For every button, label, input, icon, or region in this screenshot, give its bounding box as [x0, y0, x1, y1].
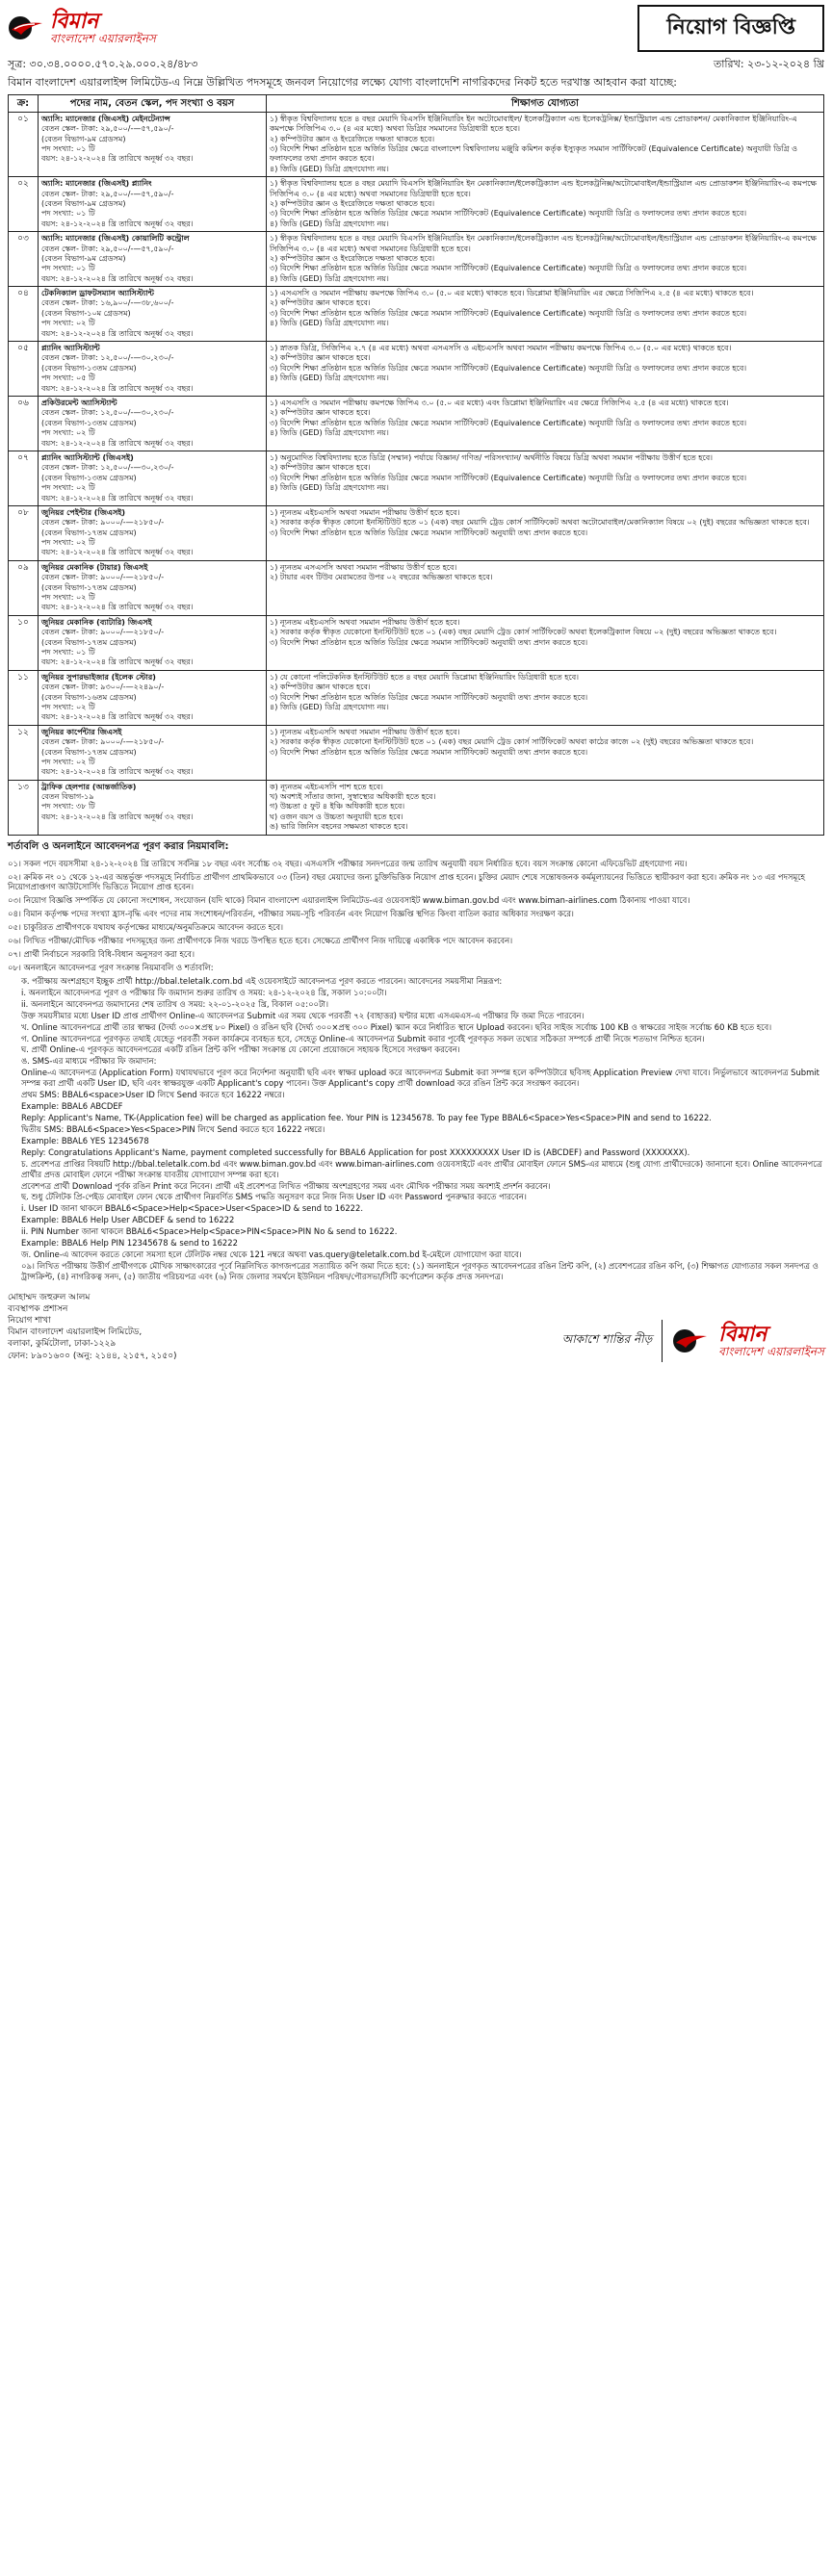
- post-detail-line: বয়স: ২৪-১২-২০২৪ খ্রি তারিখে অনূর্ধ্ব ৩২ বছর।: [41, 383, 194, 393]
- post-detail-line: পদ সংখ্যা: ০২ টি: [41, 319, 95, 328]
- education-line: ১) স্বীকৃত বিশ্ববিদ্যালয় হতে ৪ বছর মেয়াদি বিএসসি ইঞ্জিনিয়ারিং ইন অটোমোবাইল/ ইলেকট্রিক্যাল এন্ড ইলেকট্রনিক্স/ ইন্ডাস্ট্রিয়াল এন্ড প্রোডাকশন/ মেকানিক্যাল ইঞ্জিনিয়ারিং-এ কমপক্ষে সিজিপিএ ৩.০ (৪ এর মধ্যে) অথবা ডিগ্রির সমমানের ডিগ্রিধারী হতে হবে।: [270, 114, 797, 134]
- rule-item: ০৬। লিখিত পরীক্ষা/মৌখিক পরীক্ষার পদসমূহের জন্য প্রার্থীগণকে নিজ খরচে উপস্থিত হতে হবে। সেক্ষেত্রে প্রার্থীগণ নিজ দায়িত্বে একাধিক পদে আবেদন করবেন।: [8, 936, 513, 946]
- post-detail-line: বয়স: ২৪-১২-২০২৪ খ্রি তারিখে অনূর্ধ্ব ৩২ বছর।: [41, 603, 194, 612]
- instruction-line: উক্ত সময়সীমার মধ্যে User ID প্রাপ্ত প্রার্থীগণ Online-এ আবেদনপত্র Submit এর সময় থেকে পরবর্তী ৭২ (বাহাত্তর) ঘণ্টার মধ্যে এসএমএস-এ পরীক্ষার ফি জমা দিতে পারবেন।: [21, 1010, 585, 1020]
- row-post-details: [39, 505, 267, 560]
- post-detail-line: (বেতন বিভাগ-১৭তম গ্রেডসম): [41, 582, 137, 592]
- post-detail-line: পদ সংখ্যা: ০১ টি: [41, 647, 95, 657]
- education-line: ২) টায়ার এবং টিউব মেরামতের উপর ০২ বছরের অভিজ্ঞতা থাকতে হবে।: [270, 573, 493, 582]
- table-row: [9, 342, 824, 397]
- education-line: ১) স্বীকৃত বিশ্ববিদ্যালয় হতে ৪ বছর মেয়াদি বিএসসি ইঞ্জিনিয়ারিং ইন মেকানিক্যাল/ইলেকট্রিক্যাল এন্ড ইলেকট্রনিক্স/অটোমোবাইল/ইন্ডাস্ট্রিয়াল এন্ড প্রোডাকশন ইঞ্জিনিয়ারিং-এ কমপক্ষে সিজিপিএ ৩.০ (৪ এর মধ্যে) অথবা সমমানের ডিগ্রিধারী হতে হবে।: [270, 179, 817, 198]
- posts-table: [8, 94, 824, 836]
- table-row: [9, 112, 824, 176]
- rule-item: ০৫। চাকুরিরত প্রার্থীগণকে যথাযথ কর্তৃপক্ষের মাধ্যমে/অনুমতিক্রমে আবেদন করতে হবে।: [8, 922, 284, 933]
- education-line: ৩) বিদেশি শিক্ষা প্রতিষ্ঠান হতে অর্জিত ডিগ্রির ক্ষেত্রে বাংলাদেশ বিশ্ববিদ্যালয় মঞ্জুরি কমিশন কর্তৃক ইস্যুকৃত সমমান সার্টিফিকেট (Equivalence Certificate) অনুযায়ী ডিগ্রি ও ফলাফলের তথ্য প্রদান করতে হবে।: [270, 144, 798, 164]
- education-line: ৩) বিদেশি শিক্ষা প্রতিষ্ঠান হতে অর্জিত ডিগ্রির ক্ষেত্রে সমমান সার্টিফিকেট (Equivalence Certificate) অনুযায়ী ডিগ্রি ও ফলাফলের তথ্য প্রদান করতে হবে।: [270, 264, 747, 273]
- instruction-line: দ্বিতীয় SMS: BBAL6<Space>Yes<Space>PIN লিখে Send করতে হবে 16222 নম্বরে।: [21, 1123, 325, 1134]
- post-name: ট্রাফিক হেলপার (আন্তর্জাতিক): [41, 782, 137, 791]
- education-line: ১) স্বীকৃত বিশ্ববিদ্যালয় হতে ৪ বছর মেয়াদি বিএসসি ইঞ্জিনিয়ারিং ইন মেকানিক্যাল/ইলেকট্রিক্যাল এন্ড ইলেকট্রনিক্স/অটোমোবাইল/ইন্ডাস্ট্রিয়াল এন্ড প্রোডাকশন ইঞ্জিনিয়ারিং-এ কমপক্ষে সিজিপিএ ৩.০ (৪ এর মধ্যে) অথবা সমমানের ডিগ্রিধারী হতে হবে।: [270, 234, 817, 253]
- row-post-details: [39, 451, 267, 505]
- education-line: ৩) বিদেশি শিক্ষা প্রতিষ্ঠান হতে অর্জিত ডিগ্রির ক্ষেত্রে সমমান সার্টিফিকেট (Equivalence Certificate) অনুযায়ী ডিগ্রি ও ফলাফলের তথ্য প্রদান করতে হবে।: [270, 308, 747, 318]
- row-post-details: [39, 397, 267, 451]
- post-detail-line: পদ সংখ্যা: ০১ টি: [41, 144, 95, 154]
- rule-item: ০৭। প্রার্থী নির্বাচনে সরকারি বিধি-বিধান অনুসরণ করা হবে।: [8, 949, 195, 960]
- row-serial: ১১: [9, 670, 39, 725]
- post-detail-line: বয়স: ২৪-১২-২০২৪ খ্রি তারিখে অনূর্ধ্ব ৩২ বছর।: [41, 154, 194, 164]
- instruction-line: জ. Online-এ আবেদন করতে কোনো সমস্যা হলে টেলিটক নম্বর থেকে 121 নম্বরে অথবা vas.query@teletalk.com.bd ই-মেইলে যোগাযোগ করা যাবে।: [21, 1249, 522, 1260]
- row-education: [267, 560, 824, 615]
- post-name: অ্যাসি: ম্যানেজার (জিএসই) প্ল্যানিং: [41, 179, 152, 189]
- post-detail-line: বেতন স্কেল- টাকা: ৯০০০/-—২১৮৫০/-: [41, 737, 165, 747]
- post-detail-line: (বেতন বিভাগ-৯ম গ্রেডসম): [41, 134, 126, 143]
- signature-line: ফোন: ৮৯০১৬০০ (অনু: ২১৪৪, ২১৫৭, ২১৫০): [8, 1351, 177, 1361]
- table-row: [9, 615, 824, 670]
- post-detail-line: পদ সংখ্যা: ০১ টি: [41, 209, 95, 219]
- circular-header: [8, 6, 824, 50]
- row-serial: ১৩: [9, 780, 39, 835]
- table-header-row: [9, 94, 824, 112]
- post-detail-line: (বেতন বিভাগ-১৭তম গ্রেডসম): [41, 528, 137, 537]
- post-detail-line: বয়স: ২৪-১২-২০২৪ খ্রি তারিখে অনূর্ধ্ব ৩২ বছর।: [41, 219, 194, 228]
- education-line: ৪) জিডি (GED) ডিগ্রি গ্রহণযোগ্য নয়।: [270, 483, 389, 493]
- education-line: গ) উচ্চতা ৫ ফুট ৪ ইঞ্চি অধিকারী হতে হবে।: [270, 802, 405, 811]
- instruction-line: ii. PIN Number জানা থাকলে BBAL6<Space>Help<Space>PIN<Space>PIN No & send to 16222.: [21, 1226, 398, 1237]
- education-line: ১) এসএসসি ও সমমান পরীক্ষায় কমপক্ষে জিপিএ ৩.০ (৫.০ এর মধ্যে) থাকতে হবে। ডিপ্লোমা ইঞ্জিনিয়ারিং এর ক্ষেত্রে সিজিপিএ ২.৫ (৪ এর মধ্যে) থাকতে হবে।: [270, 289, 754, 298]
- rule-item: ০২। ক্রমিক নং ০১ থেকে ১২-এর অন্তর্ভুক্ত পদসমূহে নির্বাচিত প্রার্থীগণ প্রাথমিকভাবে ০৩ (তিন) বছর মেয়াদের জন্য চুক্তিভিত্তিক নিয়োগ প্রাপ্ত হবেন। চুক্তির মেয়াদ শেষে সন্তোষজনক কর্মমূল্যায়নের ভিত্তিতে স্থায়ীকরণ করা হবে। ক্রমিক নং ১৩ এর পদসমূহে নিয়োগপ্রাপ্তগণ আউটসোর্সিং ভিত্তিতে নিয়োগ প্রাপ্ত হবেন।: [8, 871, 805, 892]
- post-detail-line: বয়স: ২৪-১২-২০২৪ খ্রি তারিখে অনূর্ধ্ব ৩২ বছর।: [41, 657, 194, 667]
- reference-row: [8, 56, 824, 74]
- footer-logo-title: বিমান: [718, 1322, 767, 1347]
- post-detail-line: বয়স: ২৪-১২-২০২৪ খ্রি তারিখে অনূর্ধ্ব ৩২ বছর।: [41, 438, 194, 448]
- post-detail-line: বেতন স্কেল- টাকা: ৯০০০/-—২১৮৫০/-: [41, 628, 165, 637]
- post-name: জুনিয়র কার্পেন্টার জিএসই: [41, 727, 122, 736]
- row-education: [267, 670, 824, 725]
- post-detail-line: বয়স: ২৪-১২-২০২৪ খ্রি তারিখে অনূর্ধ্ব ৩২ বছর।: [41, 273, 194, 283]
- memo-reference: সূত্র: ৩০.৩৪.০০০০.৫৭০.২৯.০০০.২৪/৪৮৩: [8, 58, 198, 70]
- rule-item: ০১। সকল পদে বয়সসীমা ২৪-১২-২০২৪ খ্রি তারিখে সর্বনিম্ন ১৮ বছর এবং সর্বোচ্চ ৩২ বছর। এসএসসি পরীক্ষার সনদপত্রের জন্ম তারিখ অনুযায়ী বয়স নির্ধারিত হবে। বয়স সংক্রান্ত কোনো এফিডেভিট গ্রহণযোগ্য নয়।: [8, 858, 688, 868]
- post-detail-line: বয়স: ২৪-১২-২০২৪ খ্রি তারিখে অনূর্ধ্ব ৩২ বছর।: [41, 767, 194, 777]
- footer-brand: [562, 1320, 824, 1362]
- row-education: [267, 397, 824, 451]
- bird-emblem-icon: [672, 1328, 709, 1353]
- intro-paragraph: বিমান বাংলাদেশ এয়ারলাইন্স লিমিটেড-এ নিম্নে উল্লিখিত পদসমূহে জনবল নিয়োগের লক্ষ্যে যোগ্য বাংলাদেশি নাগরিকদের নিকট হতে দরখাস্ত আহবান করা যাচ্ছে:: [8, 76, 677, 89]
- instruction-line: প্রথম SMS: BBAL6<space>User ID লিখে Send করতে হবে 16222 নম্বরে।: [21, 1090, 285, 1100]
- education-line: ১) ন্যূনতম এইচএসসি অথবা সমমান পরীক্ষায় উত্তীর্ণ হতে হবে।: [270, 727, 460, 736]
- instruction-line: i. User ID জানা থাকলে BBAL6<Space>Help<Space>User<Space>ID & send to 16222.: [21, 1203, 363, 1214]
- notice-title: নিয়োগ বিজ্ঞপ্তি: [637, 5, 824, 52]
- education-line: ১) স্নাতক ডিগ্রি, সিজিপিএ ২.৭ (৪ এর মধ্যে) অথবা এসএসসি ও এইচএসসি অথবা সমমান পরীক্ষায় কমপক্ষে জিপিএ ৩.০ (৫.০ এর মধ্যে) থাকতে হবে।: [270, 344, 732, 353]
- education-line: ক) ন্যূনতম এইচএসসি পাশ হতে হবে।: [270, 782, 383, 791]
- education-line: ১) ন্যূনতম এসএসসি অথবা সমমান পরীক্ষায় উত্তীর্ণ হতে হবে।: [270, 562, 457, 572]
- post-detail-line: পদ সংখ্যা: ০২ টি: [41, 538, 95, 548]
- row-post-details: [39, 342, 267, 397]
- row-education: [267, 232, 824, 287]
- post-detail-line: বয়স: ২৪-১২-২০২৪ খ্রি তারিখে অনূর্ধ্ব ৩২ বছর।: [41, 548, 194, 557]
- post-name: অ্যাসি: ম্যানেজার (জিএসই) মেইনটেন্যান্স: [41, 114, 170, 123]
- education-line: ২) কম্পিউটার জ্ঞান থাকতে হবে।: [270, 408, 371, 418]
- post-name: জুনিয়র মেকানিক (ব্যাটারি) জিএসই: [41, 617, 152, 627]
- divider-line: [662, 1320, 663, 1362]
- logo-subtitle: বাংলাদেশ এয়ারলাইনস: [50, 32, 156, 45]
- post-detail-line: বেতন স্কেল- টাকা: ২৯,৫০০/-—৫৭,৫৯০/-: [41, 124, 174, 134]
- education-line: ৩) বিদেশি শিক্ষা প্রতিষ্ঠান হতে অর্জিত ডিগ্রির ক্ষেত্রে সমমান সার্টিফিকেট অনুযায়ী তথ্য প্রদান করতে হবে।: [270, 637, 588, 647]
- education-line: খ) অবশ্যই সাঁতার জানা, সুস্বাস্থ্যের অধিকারী হতে হবে।: [270, 792, 436, 802]
- row-education: [267, 451, 824, 505]
- table-row: [9, 780, 824, 835]
- table-row: [9, 287, 824, 342]
- biman-logo: [8, 12, 156, 44]
- post-detail-line: বেতন স্কেল- টাকা: ১২,৫০০/-—৩০,২৩০/-: [41, 353, 174, 363]
- instruction-line: Example: BBAL6 Help User ABCDEF & send to 16222: [21, 1215, 235, 1225]
- instruction-line: খ. Online আবেদনপত্রে প্রার্থী তার স্বাক্ষর (দৈর্ঘ্য ৩০০×প্রস্থ ৮০ Pixel) ও রঙিন ছবি (দৈর্ঘ্য ৩০০×প্রস্থ ৩০০ Pixel) স্ক্যান করে নির্ধারিত স্থানে Upload করবেন। ছবির সাইজ সর্বোচ্চ 100 KB ও স্বাক্ষরের সাইজ সর্বোচ্চ 60 KB হতে হবে।: [21, 1021, 772, 1032]
- col-education: শিক্ষাগত যোগ্যতা: [267, 94, 824, 112]
- instruction-line: ঙ. SMS-এর মাধ্যমে পরীক্ষার ফি জমাদান:: [21, 1056, 157, 1067]
- post-name: অ্যাসি: ম্যানেজার (জিএসই) কোয়ালিটি কন্ট্রোল: [41, 234, 190, 244]
- post-detail-line: (বেতন বিভাগ-১৩তম গ্রেডসম): [41, 473, 137, 482]
- job-circular-page: [8, 6, 824, 1362]
- post-detail-line: (বেতন বিভাগ-১৭তম গ্রেডসম): [41, 747, 137, 757]
- education-line: ৪) জিডি (GED) ডিগ্রি গ্রহণযোগ্য নয়।: [270, 273, 389, 283]
- rules-list: [8, 859, 824, 973]
- post-detail-line: বয়স: ২৪-১২-২০২৪ খ্রি তারিখে অনূর্ধ্ব ৩২ বছর।: [41, 328, 194, 338]
- education-line: ১) অনুমোদিত বিশ্ববিদ্যালয় হতে ডিগ্রি (সম্মান) পর্যায়ে বিজ্ঞান/ গণিত/ পরিসংখ্যান/ অর্থনীতি বিষয়ে ডিগ্রি অথবা সমমান পরীক্ষায় উত্তীর্ণ হতে হবে।: [270, 452, 714, 462]
- post-name: প্ল্যানিং অ্যাসিস্ট্যান্ট: [41, 344, 100, 353]
- instruction-line: ক. পরীক্ষায় অংশগ্রহণে ইচ্ছুক প্রার্থী http://bbal.teletalk.com.bd এই ওয়েবসাইটে আবেদনপত্র পূরণ করতে পারবেন। আবেদনের সময়সীমা নিম্নরূপ:: [21, 975, 503, 986]
- signature-block: [8, 1292, 177, 1362]
- row-post-details: [39, 560, 267, 615]
- education-line: ২) কম্পিউটার জ্ঞান থাকতে হবে।: [270, 683, 371, 692]
- post-detail-line: (বেতন বিভাগ-৯ম গ্রেডসম): [41, 253, 126, 263]
- post-name: টেকনিক্যাল ড্রাফটসম্যান অ্যাসিস্ট্যান্ট: [41, 289, 154, 298]
- education-line: ৩) বিদেশি শিক্ষা প্রতিষ্ঠান হতে অর্জিত ডিগ্রির ক্ষেত্রে সমমান সার্টিফিকেট (Equivalence Certificate) অনুযায়ী ডিগ্রি ও ফলাফলের তথ্য প্রদান করতে হবে।: [270, 209, 747, 219]
- instruction-line: ছ. শুধু টেলিটক প্রি-পেইড মোবাইল ফোন থেকে প্রার্থীগণ নিম্নবর্ণিত SMS পদ্ধতি অনুসরণ করে নিজ নিজ User ID এবং Password পুনরুদ্ধার করতে পারবেন।: [21, 1192, 527, 1202]
- instruction-line: ঘ. প্রার্থী Online-এ পূরণকৃত আবেদনপত্রের একটি রঙিন প্রিন্ট কপি পরীক্ষা সংক্রান্ত যে কোনো প্রয়োজনে সহায়ক হিসেবে সংরক্ষণ করবেন।: [21, 1044, 460, 1055]
- post-detail-line: বয়স: ২৪-১২-২০২৪ খ্রি তারিখে অনূর্ধ্ব ৩২ বছর।: [41, 811, 194, 821]
- post-detail-line: (বেতন বিভাগ-১৩তম গ্রেডসম): [41, 363, 137, 373]
- online-instructions: [21, 976, 824, 1282]
- table-body: [9, 112, 824, 835]
- row-serial: ১২: [9, 725, 39, 780]
- table-row: [9, 451, 824, 505]
- row-post-details: [39, 725, 267, 780]
- instruction-line: Online-এ আবেদনপত্র (Application Form) যথাযথভাবে পূরণ করে নির্দেশনা অনুযায়ী ছবি এবং স্বাক্ষর upload করে আবেদনপত্র Submit করা সম্পন্ন হলে কম্পিউটারে ছবিসহ Application Preview দেখা যাবে। নির্ভুলভাবে আবেদনপত্র Submit সম্পন্ন করা প্রার্থী একটি User ID, ছবি এবং স্বাক্ষরযুক্ত একটি Applicant's copy পাবেন। উক্ত Applicant's copy প্রার্থী download করে রঙিন প্রিন্ট করে সংরক্ষণ করবেন।: [21, 1068, 819, 1089]
- post-detail-line: বেতন স্কেল- টাকা: ৯০০০/-—২১৮৫০/-: [41, 518, 165, 528]
- row-post-details: [39, 670, 267, 725]
- row-serial: ০৩: [9, 232, 39, 287]
- table-row: [9, 725, 824, 780]
- instruction-line: Example: BBAL6 YES 12345678: [21, 1135, 149, 1146]
- table-row: [9, 560, 824, 615]
- footer-logo-subtitle: বাংলাদেশ এয়ারলাইনস: [718, 1344, 824, 1358]
- education-line: ২) কম্পিউটার জ্ঞান ও ইংরেজিতে দক্ষতা থাকতে হবে।: [270, 253, 435, 263]
- education-line: ৪) জিডি (GED) ডিগ্রি গ্রহণযোগ্য নয়।: [270, 319, 389, 328]
- education-line: ৩) বিদেশি শিক্ষা প্রতিষ্ঠান হতে অর্জিত ডিগ্রির ক্ষেত্রে সমমান সার্টিফিকেট অনুযায়ী তথ্য প্রদান করতে হবে।: [270, 692, 588, 702]
- post-detail-line: (বেতন বিভাগ-১০ম গ্রেডসম): [41, 308, 131, 318]
- notice-date: তারিখ: ২৩-১২-২০২৪ খ্রি: [713, 58, 824, 70]
- row-serial: ০৮: [9, 505, 39, 560]
- education-line: ২) সরকার কর্তৃক স্বীকৃত যেকোনো ইনস্টিটিউট হতে ০১ (এক) বছর মেয়াদি ট্রেড কোর্স সার্টিফিকেট অথবা কাঠের কাজে ০২ (দুই) বছরের অভিজ্ঞতা থাকতে হবে।: [270, 737, 754, 747]
- table-row: [9, 397, 824, 451]
- post-name: জুনিয়র মেকানিক (টায়ার) জিএসই: [41, 562, 148, 572]
- row-post-details: [39, 780, 267, 835]
- circular-footer: [8, 1292, 824, 1362]
- post-detail-line: বেতন স্কেল- টাকা: ১২,৫০০/-—৩০,২৩০/-: [41, 463, 174, 473]
- col-serial: ক্র:: [9, 94, 39, 112]
- instruction-line: ii. অনলাইনে আবেদনপত্র জমাদানের শেষ তারিখ ও সময়: ২২-০১-২০২৫ খ্রি, বিকাল ০৫:০০টা।: [21, 998, 328, 1009]
- table-row: [9, 177, 824, 232]
- education-line: ১) এসএসসি ও সমমান পরীক্ষায় কমপক্ষে জিপিএ ৩.০ (৫.০ এর মধ্যে) এবং ডিপ্লোমা ইঞ্জিনিয়ারিং এর ক্ষেত্রে সিজিপিএ ২.৫ (৪ এর মধ্যে) থাকতে হবে।: [270, 399, 729, 407]
- education-line: ২) কম্পিউটার জ্ঞান থাকতে হবে।: [270, 353, 371, 363]
- post-detail-line: বয়স: ২৪-১২-২০২৪ খ্রি তারিখে অনূর্ধ্ব ৩২ বছর।: [41, 493, 194, 502]
- rule-item: ০৪। বিমান কর্তৃপক্ষ পদের সংখ্যা হ্রাস-বৃদ্ধি এবং পদের নাম সংশোধন/পরিবর্তন, পরীক্ষার সময়-সূচি পরিবর্তন এবং নিয়োগ বিজ্ঞপ্তি স্থগিত কিংবা বাতিল করার অধিকার সংরক্ষণ করে।: [8, 909, 574, 919]
- post-detail-line: পদ সংখ্যা: ০৫ টি: [41, 374, 95, 383]
- instruction-line: Reply: Applicant's Name, TK-(Application fee) will be charged as application fee. Your PIN is 12345678. To pay fee Type BBAL6<Space>Yes<Space>PIN and send to 16222.: [21, 1112, 712, 1122]
- instruction-line: গ. Online আবেদনপত্রে পূরণকৃত তথ্যই যেহেতু পরবর্তী সকল কার্যক্রমে ব্যবহৃত হবে, সেহেতু Online-এ আবেদনপত্র Submit করার পূর্বেই পূরণকৃত সকল তথ্যের সঠিকতা সম্পর্কে প্রার্থী নিজে শতভাগ নিশ্চিত হবেন।: [21, 1033, 705, 1043]
- education-line: ৩) বিদেশি শিক্ষা প্রতিষ্ঠান হতে অর্জিত ডিগ্রির ক্ষেত্রে সমমান সার্টিফিকেট অনুযায়ী তথ্য প্রদান করতে হবে।: [270, 747, 588, 757]
- education-line: ঙ) ভারি জিনিস বহনের সক্ষমতা থাকতে হবে।: [270, 822, 408, 832]
- education-line: ৪) জিডি (GED) ডিগ্রি গ্রহণযোগ্য নয়।: [270, 702, 389, 711]
- instruction-line: Example: BBAL6 Help PIN 12345678 & send to 16222: [21, 1238, 238, 1249]
- row-education: [267, 725, 824, 780]
- post-detail-line: (বেতন বিভাগ-৯ম গ্রেডসম): [41, 198, 126, 208]
- education-line: ১) ন্যূনতম এইচএসসি অথবা সমমান পরীক্ষায় উত্তীর্ণ হতে হবে।: [270, 617, 460, 627]
- post-name: প্রকিউরমেন্ট অ্যাসিস্ট্যান্ট: [41, 399, 117, 407]
- rule-item: ০৩। নিয়োগ বিজ্ঞপ্তি সম্পর্কিত যে কোনো সংশোধন, সংযোজন (যদি থাকে) বিমান বাংলাদেশ এয়ারলাইন্স লিমিটেড-এর ওয়েবসাইট www.biman.gov.bd এবং www.biman-airlines.com ঠিকানায় পাওয়া যাবে।: [8, 895, 690, 906]
- row-education: [267, 615, 824, 670]
- instruction-line: প্রবেশপত্র প্রার্থী Download পূর্বক রঙিন Print করে নিবেন। প্রার্থী এই প্রবেশপত্র লিখিত পরীক্ষায় অংশগ্রহণের সময় এবং মৌখিক পরীক্ষার সময় অবশ্যই প্রদর্শন করবেন।: [21, 1180, 551, 1191]
- signature-line: বিমান বাংলাদেশ এয়ারলাইন্স লিমিটেড,: [8, 1327, 143, 1338]
- post-detail-line: বেতন স্কেল- টাকা: ৯০০০/-—২১৮৫০/-: [41, 573, 165, 582]
- row-post-details: [39, 287, 267, 342]
- education-line: ৪) জিডি (GED) ডিগ্রি গ্রহণযোগ্য নয়।: [270, 164, 389, 173]
- row-serial: ০৯: [9, 560, 39, 615]
- post-detail-line: বেতন স্কেল- টাকা: ৯৩০০/-—২২৪৯০/-: [41, 683, 165, 692]
- instruction-line: ০৯। লিখিত পরীক্ষায় উত্তীর্ণ প্রার্থীগণকে মৌখিক সাক্ষাৎকারের পূর্বে নিম্নলিখিত কাগজপত্রের সত্যায়িত কপি জমা দিতে হবে: (১) অনলাইনে পূরণকৃত আবেদনপত্রের রঙিন প্রিন্ট কপি, (২) প্রবেশপত্রের রঙিন কপি, (৩) শিক্ষাগত যোগ্যতার সকল সনদপত্র ও ট্রান্সক্রিপ্ট, (৪) নাগরিকত্ব সনদ, (৫) জাতীয় পরিচয়পত্র এবং (৬) নিজ জেলার সমর্থনে ইউনিয়ন পরিষদ/পৌরসভা/সিটি কর্পোরেশন কর্তৃক প্রদত্ত সনদপত্র।: [21, 1260, 819, 1281]
- instruction-line: i. অনলাইনে আবেদনপত্র পূরণ ও পরীক্ষার ফি জমাদান শুরুর তারিখ ও সময়: ২৪-১২-২০২৪ খ্রি, সকাল ১০:০০টা।: [21, 987, 387, 997]
- instruction-line: চ. প্রবেশপত্র প্রাপ্তির বিষয়টি http://bbal.teletalk.com.bd এবং www.biman.gov.bd এবং www.biman-airlines.com ওয়েবসাইটে এবং প্রার্থীর মোবাইল ফোনে SMS-এর মাধ্যমে (শুধু যোগ্য প্রার্থীদেরকে) জানানো হবে। Online আবেদনপত্রে প্রার্থীর প্রদত্ত মোবাইল ফোনে পরীক্ষা সংক্রান্ত যাবতীয় যোগাযোগ সম্পন্ন করা হবে।: [21, 1158, 822, 1179]
- education-line: ২) কম্পিউটার জ্ঞান থাকতে হবে।: [270, 298, 371, 308]
- table-row: [9, 505, 824, 560]
- post-detail-line: (বেতন বিভাগ-১৩তম গ্রেডসম): [41, 418, 137, 427]
- row-post-details: [39, 615, 267, 670]
- slogan-text: আকাশে শান্তির নীড়: [561, 1331, 653, 1346]
- education-line: ৩) বিদেশি শিক্ষা প্রতিষ্ঠান হতে অর্জিত ডিগ্রির ক্ষেত্রে সমমান সার্টিফিকেট (Equivalence Certificate) অনুযায়ী ডিগ্রি ও ফলাফলের তথ্য প্রদান করতে হবে।: [270, 363, 747, 373]
- education-line: ৪) জিডি (GED) ডিগ্রি গ্রহণযোগ্য নয়।: [270, 428, 389, 438]
- post-detail-line: বেতন স্কেল- টাকা: ১২,৫০০/-—৩০,২৩০/-: [41, 408, 174, 418]
- education-line: ১) ন্যূনতম এইচএসসি অথবা সমমান পরীক্ষায় উত্তীর্ণ হতে হবে।: [270, 507, 460, 517]
- row-education: [267, 287, 824, 342]
- table-row: [9, 232, 824, 287]
- post-name: জুনিয়র পেইন্টার (জিএসই): [41, 507, 126, 517]
- signature-line: নিয়োগ শাখা: [8, 1316, 51, 1327]
- education-line: ৩) বিদেশি শিক্ষা প্রতিষ্ঠান হতে অর্জিত ডিগ্রির ক্ষেত্রে সমমান সার্টিফিকেট (Equivalence Certificate) অনুযায়ী ডিগ্রি ও ফলাফলের তথ্য প্রদান করতে হবে।: [270, 418, 747, 427]
- post-detail-line: বেতন স্কেল- টাকা: ১৬,৯০০/-—৩৮,৬০০/-: [41, 298, 174, 308]
- education-line: ২) সরকার কর্তৃক স্বীকৃত যেকোনো ইনস্টিটিউট হতে ০১ (এক) বছর মেয়াদি ট্রেড কোর্স সার্টিফিকেট অথবা ইলেকট্রিক্যাল বিষয়ে ০২ (দুই) বছরের অভিজ্ঞতা থাকতে হবে।: [270, 628, 777, 637]
- row-post-details: [39, 112, 267, 176]
- education-line: ৩) বিদেশি শিক্ষা প্রতিষ্ঠান হতে অর্জিত ডিগ্রির ক্ষেত্রে সমমান সার্টিফিকেট অনুযায়ী তথ্য প্রদান করতে হবে।: [270, 528, 588, 537]
- post-detail-line: বেতন স্কেল- টাকা: ২৯,৫০০/-—৫৭,৫৯০/-: [41, 189, 174, 198]
- post-detail-line: বয়স: ২৪-১২-২০২৪ খ্রি তারিখে অনূর্ধ্ব ৩২ বছর।: [41, 712, 194, 722]
- row-education: [267, 112, 824, 176]
- education-line: ৪) জিডি (GED) ডিগ্রি গ্রহণযোগ্য নয়।: [270, 374, 389, 383]
- post-detail-line: (বেতন বিভাগ-১৬তম গ্রেডসম): [41, 692, 137, 702]
- post-detail-line: পদ সংখ্যা: ০২ টি: [41, 593, 95, 603]
- instruction-line: Reply: Congratulations Applicant's Name, payment completed successfully for BBAL6 Application for post XXXXXXXXX User ID is (ABCDEF) and Password (XXXXXXX).: [21, 1146, 690, 1157]
- rule-item: ০৮। অনলাইনে আবেদনপত্র পূরণ সংক্রান্ত নিয়মাবলি ও শর্তাবলি:: [8, 963, 214, 972]
- rules-heading: শর্তাবলি ও অনলাইনে আবেদনপত্র পূরণ করার নিয়মাবলি:: [8, 840, 229, 852]
- education-line: ৩) বিদেশি শিক্ষা প্রতিষ্ঠান হতে অর্জিত ডিগ্রির ক্ষেত্রে সমমান সার্টিফিকেট (Equivalence Certificate) অনুযায়ী ডিগ্রি ও ফলাফলের তথ্য প্রদান করতে হবে।: [270, 473, 747, 482]
- post-detail-line: বেতন স্কেল- টাকা: ২৯,৫০০/-—৫৭,৫৯০/-: [41, 244, 174, 253]
- post-detail-line: পদ সংখ্যা: ০২ টি: [41, 702, 95, 711]
- signature-line: মোহাম্মদ জহুরুল আলম: [8, 1292, 91, 1302]
- education-line: ২) কম্পিউটার জ্ঞান ও ইংরেজিতে দক্ষতা থাকতে হবে।: [270, 134, 435, 143]
- row-post-details: [39, 177, 267, 232]
- education-line: ৪) জিডি (GED) ডিগ্রি গ্রহণযোগ্য নয়।: [270, 219, 389, 228]
- post-detail-line: পদ সংখ্যা: ০১ টি: [41, 264, 95, 273]
- post-name: প্ল্যানিং অ্যাসিস্ট্যান্ট (জিএসই): [41, 452, 134, 462]
- row-serial: ০৪: [9, 287, 39, 342]
- row-serial: ০১: [9, 112, 39, 176]
- row-serial: ০৫: [9, 342, 39, 397]
- table-row: [9, 670, 824, 725]
- bird-emblem-icon: [8, 15, 44, 40]
- signature-line: ব্যবস্থাপক প্রশাসন: [8, 1303, 68, 1314]
- education-line: ১) যে কোনো পলিটেকনিক ইনস্টিটিউট হতে ৪ বছর মেয়াদি ডিপ্লোমা ইঞ্জিনিয়ারিং ডিগ্রিধারী হতে হবে।: [270, 672, 580, 682]
- education-line: ২) কম্পিউটার জ্ঞান ও ইংরেজিতে দক্ষতা থাকতে হবে।: [270, 198, 435, 208]
- row-education: [267, 177, 824, 232]
- post-detail-line: পদ সংখ্যা: ০২ টি: [41, 757, 95, 766]
- logo-title: বিমান: [50, 10, 99, 34]
- row-education: [267, 342, 824, 397]
- row-serial: ০২: [9, 177, 39, 232]
- education-line: ২) কম্পিউটার জ্ঞান থাকতে হবে।: [270, 463, 371, 473]
- signature-line: বলাকা, কুর্মিটোলা, ঢাকা-১২২৯: [8, 1339, 117, 1350]
- row-serial: ১০: [9, 615, 39, 670]
- row-post-details: [39, 232, 267, 287]
- post-name: জুনিয়র সুপারভাইজার (ইলেক স্টোর): [41, 672, 156, 682]
- instruction-line: Example: BBAL6 ABCDEF: [21, 1101, 123, 1112]
- col-post-details: পদের নাম, বেতন স্কেল, পদ সংখ্যা ও বয়স: [39, 94, 267, 112]
- post-detail-line: পদ সংখ্যা: ০২ টি: [41, 428, 95, 438]
- education-line: ২) সরকার কর্তৃক স্বীকৃত কোনো ইনস্টিটিউট হতে ০১ (এক) বছর মেয়াদি ট্রেড কোর্স সার্টিফিকেট অথবা অটোমোবাইল/মেকানিক্যাল বিষয়ে ০২ (দুই) বছরের অভিজ্ঞতা থাকতে হবে।: [270, 518, 810, 528]
- row-education: [267, 780, 824, 835]
- post-detail-line: পদ সংখ্যা: ৩৮ টি: [41, 802, 95, 811]
- education-line: ঘ) ওজন বয়স ও উচ্চতা অনুযায়ী হতে হবে।: [270, 811, 403, 821]
- post-detail-line: পদ সংখ্যা: ০২ টি: [41, 483, 95, 493]
- row-serial: ০৭: [9, 451, 39, 505]
- row-serial: ০৬: [9, 397, 39, 451]
- row-education: [267, 505, 824, 560]
- post-detail-line: (বেতন বিভাগ-১৭তম গ্রেডসম): [41, 637, 137, 647]
- post-detail-line: বেতন বিভাগ-১৯: [41, 792, 94, 802]
